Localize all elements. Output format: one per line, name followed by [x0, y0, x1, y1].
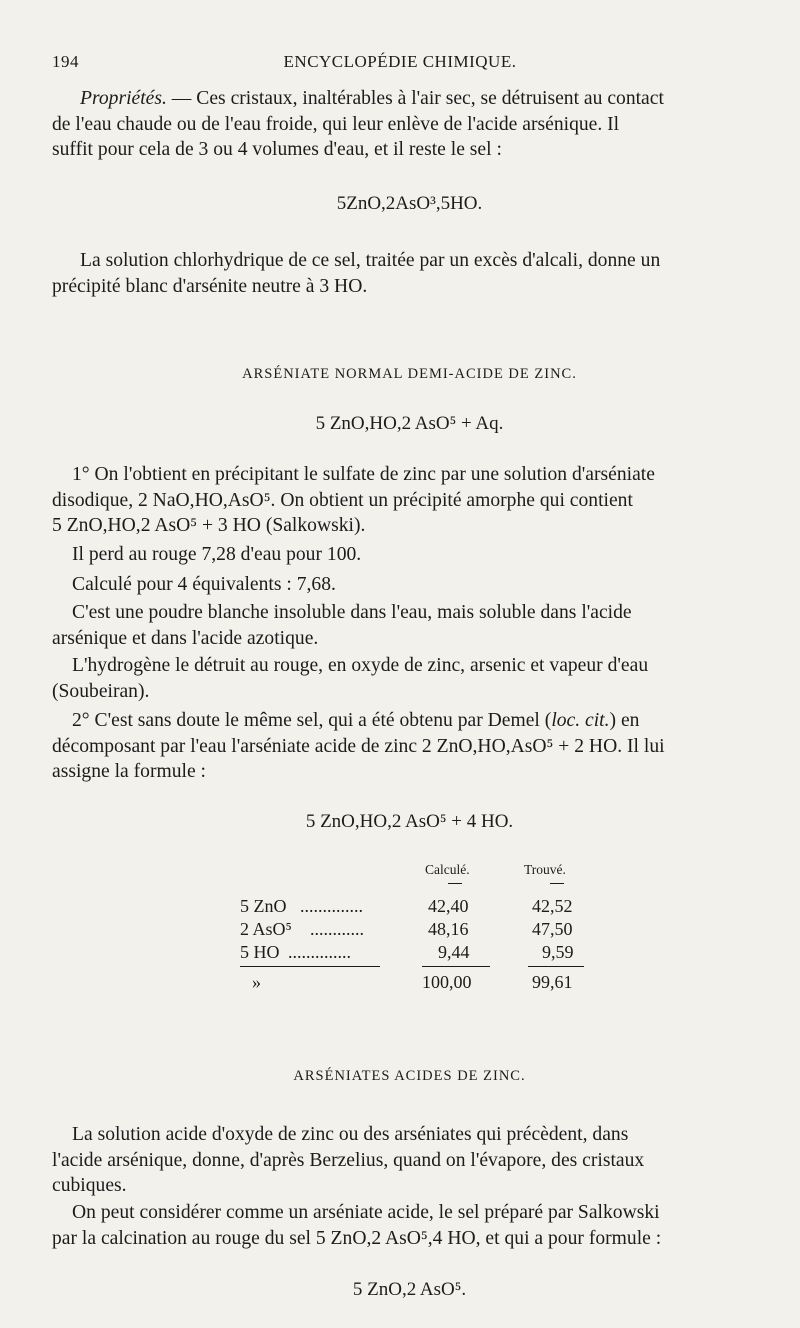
- table-row-calc: 48,16: [428, 919, 469, 939]
- table-row-label: 5 ZnO: [240, 896, 287, 916]
- formula-5zno-2aso3-5ho: 5ZnO,2AsO³,5HO.: [336, 193, 483, 214]
- table-row-found: 42,52: [532, 896, 573, 916]
- table-row-label: 2 AsO⁵: [240, 919, 292, 939]
- analysis-table: [200, 862, 620, 1002]
- running-title: ENCYCLOPÉDIE CHIMIQUE.: [283, 52, 517, 71]
- leader-dots: ..............: [288, 942, 351, 962]
- formula-normal-arseniate: 5 ZnO,HO,2 AsO⁵ + Aq.: [315, 413, 504, 434]
- header-rule-found: [550, 883, 564, 884]
- paragraph-berzelius: La solution acide d'oxyde de zinc ou des arséniates qui précèdent, dans l'acide arsénique, donne, d'après Berzelius, quand on l'évapore, des cristaux cubiques.: [52, 1124, 645, 1197]
- table-row-calc: 42,40: [428, 896, 469, 916]
- running-header: [52, 52, 748, 80]
- sum-rule-left: [240, 966, 380, 967]
- table-row-found: 9,59: [542, 942, 574, 962]
- total-found: 99,61: [532, 972, 573, 992]
- citation: loc. cit.: [551, 710, 610, 731]
- header-rule-calc: [448, 883, 462, 884]
- paragraph-calculated: Calculé pour 4 équivalents : 7,68.: [72, 574, 336, 595]
- paragraph-white-powder: C'est une poudre blanche insoluble dans l'eau, mais soluble dans l'acide arsénique et dans l'acide azotique.: [52, 602, 632, 649]
- formula-demel: 5 ZnO,HO,2 AsO⁵ + 4 HO.: [305, 811, 514, 832]
- header-calcule: Calculé.: [425, 862, 470, 877]
- paragraph-hydrogen: L'hydrogène le détruit au rouge, en oxyde de zinc, arsenic et vapeur d'eau (Soubeiran).: [52, 655, 649, 702]
- table-row-label: 5 HO: [240, 942, 280, 962]
- leader-dots: ..............: [300, 896, 363, 916]
- paragraph-chlorhydric-solution: La solution chlorhydrique de ce sel, traitée par un excès d'alcali, donne un précipité blanc d'arsénite neutre à 3 HO.: [52, 250, 661, 297]
- sum-rule-found: [528, 966, 584, 967]
- section-heading-normal-arseniate: ARSÉNIATE NORMAL DEMI-ACIDE DE ZINC.: [242, 366, 577, 382]
- table-row-found: 47,50: [532, 919, 573, 939]
- paragraph-salkowski: On peut considérer comme un arséniate acide, le sel préparé par Salkowski par la calcination au rouge du sel 5 ZnO,2 AsO⁵,4 HO, et qui a pour formule :: [52, 1202, 662, 1249]
- page-number: 194: [52, 52, 79, 71]
- sum-rule-calc: [422, 966, 490, 967]
- formula-5zno-2aso5: 5 ZnO,2 AsO⁵.: [352, 1279, 467, 1300]
- section-heading-acid-arseniates: ARSÉNIATES ACIDES DE ZINC.: [293, 1068, 526, 1084]
- table-row-calc: 9,44: [438, 942, 470, 962]
- total-label: »: [252, 972, 261, 992]
- paragraph-water-loss: Il perd au rouge 7,28 d'eau pour 100.: [72, 544, 362, 565]
- total-calc: 100,00: [422, 972, 472, 992]
- paragraph-properties: Propriétés. — Ces cristaux, inaltérables à l'air sec, se détruisent au contact de l'eau chaude ou de l'eau froide, qui leur enlève de l'acide arsénique. Il suffit pour cela de 3 ou 4 volumes d'eau, et il reste le sel :: [52, 88, 664, 161]
- header-trouve: Trouvé.: [524, 862, 566, 877]
- paragraph-method-1: 1° On l'obtient en précipitant le sulfate de zinc par une solution d'arséniate disodique, 2 NaO,HO,AsO⁵. On obtient un précipité amorphe qui contient 5 ZnO,HO,2 AsO⁵ + 3 HO (Salkowski).: [52, 464, 655, 537]
- paragraph-method-2: 2° C'est sans doute le même sel, qui a été obtenu par Demel (loc. cit.) en décomposant par l'eau l'arséniate acide de zinc 2 ZnO,HO,AsO⁵ + 2 HO. Il lui assigne la formule :: [52, 710, 665, 783]
- leader-dots: ............: [310, 919, 364, 939]
- properties-lead: Propriétés.: [80, 88, 167, 109]
